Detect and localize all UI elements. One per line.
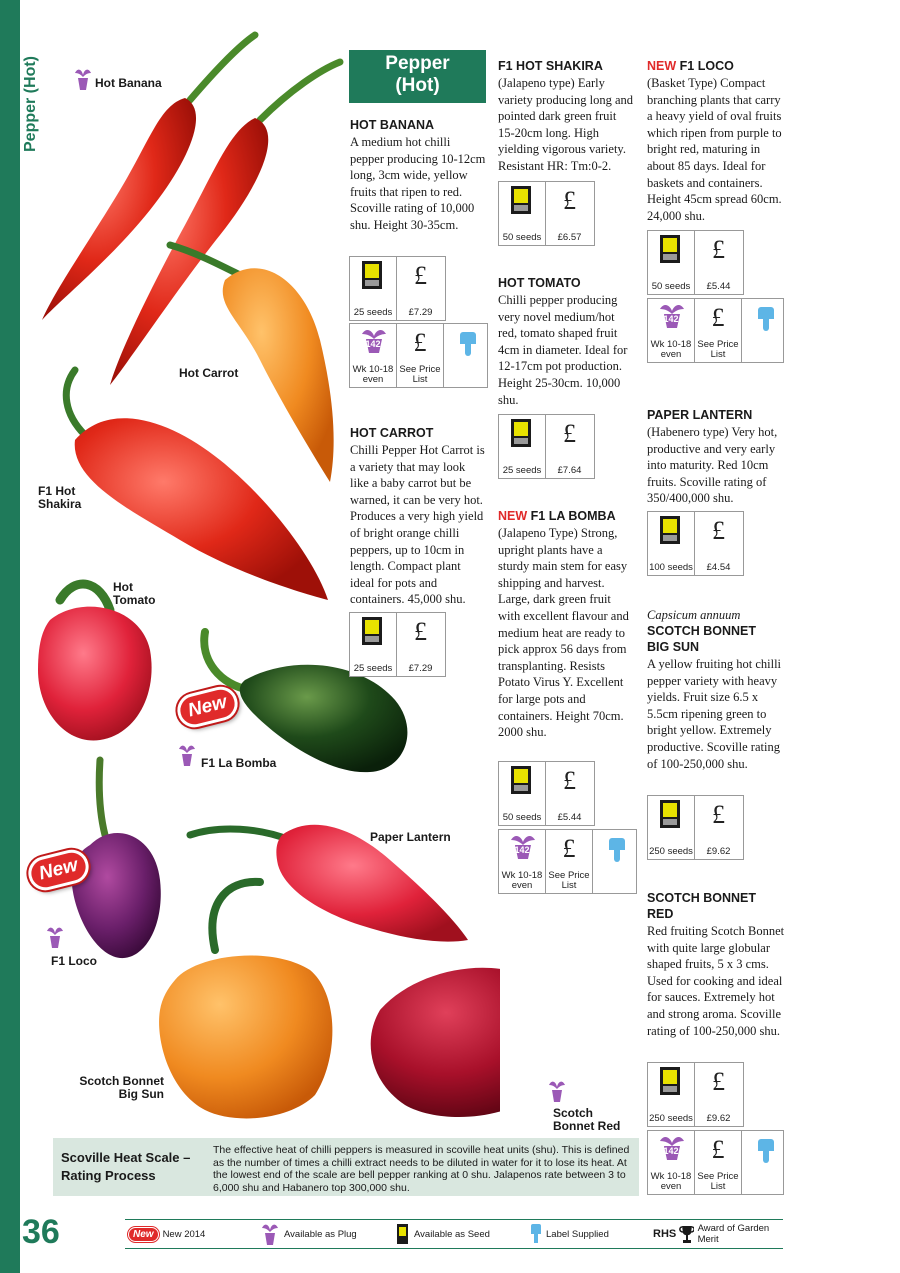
price-cell: £ See Price List [695,299,742,362]
price-cell: £ £5.44 [706,235,731,292]
seed-packet-icon [511,766,531,794]
seed-price-box [498,414,595,479]
label-tag-icon [758,307,774,331]
entry-f1-loco [647,58,787,224]
seed-price-box [647,795,744,860]
legend-label: Label Supplied [531,1220,609,1248]
entry-title: HOT TOMATO [498,276,581,290]
price-cell: £ £4.54 [706,516,731,573]
legend-award: RHS Award of Garden Merit [653,1223,770,1245]
caption-hot-carrot: Hot Carrot [179,366,239,380]
entry-hot-tomato [498,275,636,408]
caption-paper-lantern: Paper Lantern [370,830,451,844]
entry-body: (Jalapeno Type) Strong, upright plants have a sturdy main stem for easy shipping and harvest. Large, dark green fruit with excellent flavour and medium heat are ready to pick approx 56 days from transplanting. Resists Potato Virus Y. Excellent for large pots and containers. Height 70cm. 2000 shu. [498,526,629,740]
plug-price-box [647,298,784,363]
entry-hot-banana [350,117,486,234]
seed-price-box [498,181,595,246]
label-tag-icon [531,1224,541,1244]
seed-packet-cell: 50 seeds [499,182,546,245]
rhs-logo: RHS [653,1228,677,1240]
seed-packet-cell: 50 seeds [648,231,695,294]
entry-title: NEW F1 LOCO [647,59,734,73]
legend-plug: Available as Plug [260,1220,357,1248]
scoville-info-box [53,1138,639,1196]
label-tag-icon [609,838,625,862]
hot-tomato-image [38,584,152,740]
entry-title: HOT BANANA [350,118,435,132]
entry-title: SCOTCH BONNET RED [647,891,757,921]
caption-scotch-bonnet-red: Scotch Bonnet Red [553,1106,621,1133]
label-cell [742,1131,781,1194]
entry-scotch-bonnet-big-sun [647,607,787,772]
price-cell: £ £7.29 [408,617,433,674]
caption-f1-la-bomba: F1 La Bomba [201,756,277,770]
seed-price-box [498,761,595,826]
plug-cell: 142 Wk 10-18 even [648,1131,695,1194]
caption-scotch-bonnet-big-sun: Scotch Bonnet Big Sun [79,1074,164,1101]
price-cell: £ £9.62 [706,1067,731,1124]
entry-title: NEW F1 LA BOMBA [498,509,616,523]
seed-packet-icon [660,235,680,263]
legend-new: New New 2014 [128,1220,205,1248]
legend-seed: Available as Seed [397,1220,490,1248]
plug-icon [547,1079,567,1103]
entry-body: Red fruiting Scotch Bonnet with quite large globular shaped fruits, 5 x 3 cms. Used for cooking and ideal for sauces. Extremely hot and strong aroma. Scoville rating of 100-250,000 shu. [647,924,785,1038]
plug-icon [45,925,65,949]
plug-cell: 142 Wk 10-18 even [648,299,695,362]
seed-packet-icon [660,516,680,544]
entry-body: Chilli pepper producing very novel medium/hot red, tomato shaped fruit 4cm in diameter. Ideal for 12-17cm pot production. Height 25-30cm. 10,000 shu. [498,293,628,407]
label-cell [444,324,485,387]
seed-packet-cell: 25 seeds [350,257,397,320]
seed-packet-icon [362,617,382,645]
seed-packet-icon [511,419,531,447]
seed-price-box [647,1062,744,1127]
price-cell: £ £9.62 [706,800,731,857]
price-cell: £ See Price List [546,830,593,893]
entry-body: A medium hot chilli pepper producing 10-12cm long, 3cm wide, yellow fruits that ripen to red. Scoville rating of 10,000 shu. Height 30-35cm. [350,135,486,232]
entry-title: PAPER LANTERN [647,408,753,422]
seed-packet-icon [511,186,531,214]
entry-body: (Jalapeno type) Early variety producing long and pointed dark green fruit 15-20cm long. High yielding vigorous variety. Resistant HR: Tm:0-2. [498,76,634,173]
entry-body: (Basket Type) Compact branching plants that carry a heavy yield of oval fruits which ripen from purple to bright red, maturing in about 85 days. Ideal for baskets and containers. Height 45cm spread 60cm. 24,000 shu. [647,76,782,223]
plug-price-box [498,829,637,894]
entry-title: HOT CARROT [350,426,434,440]
legend-bar [125,1219,783,1249]
section-header: Pepper (Hot) [349,50,486,103]
plug-icon [73,67,93,91]
seed-price-box [349,256,446,321]
caption-f1-loco: F1 Loco [51,954,98,968]
seed-packet-cell: 250 seeds [648,1063,695,1126]
plug-cell: 142 Wk 10-18 even [350,324,397,387]
new-badge-la-bomba: New [174,683,241,731]
price-cell: £ £7.29 [408,261,433,318]
entry-hot-carrot [350,425,486,608]
seed-packet-cell: 100 seeds [648,512,695,575]
seed-packet-icon [660,800,680,828]
caption-f1-hot-shakira: F1 Hot Shakira [38,484,82,511]
plug-price-box [647,1130,784,1195]
caption-hot-banana: Hot Banana [95,76,162,90]
entry-title: F1 HOT SHAKIRA [498,59,603,73]
plug-icon [177,743,197,767]
entry-title: SCOTCH BONNET BIG SUN [647,624,757,654]
label-cell [593,830,634,893]
section-side-title: Pepper (Hot) [22,56,39,152]
scotch-bonnet-red-image [371,915,500,1117]
seed-price-box [647,511,744,576]
plug-icon [260,1222,280,1246]
plug-price-box [349,323,488,388]
entry-scotch-bonnet-red [647,890,787,1039]
plug-cell: 142 Wk 10-18 even [499,830,546,893]
entry-f1-la-bomba [498,508,636,741]
latin-name: Capsicum annuum [647,608,741,622]
price-cell: £ See Price List [397,324,444,387]
seed-packet-icon [660,1067,680,1095]
seed-packet-cell: 25 seeds [499,415,546,478]
price-cell: £ £6.57 [557,186,582,243]
new-badge-loco: New [25,846,92,894]
seed-price-box [647,230,744,295]
label-tag-icon [460,332,476,356]
side-bar [0,0,20,1273]
seed-packet-icon [397,1224,408,1244]
entry-body: A yellow fruiting hot chilli pepper variety with heavy yields. Fruit size 6.5 x 5.5cm ripening green to bright yellow. Extremely productive. Scoville rating of 100-250,000 shu. [647,657,782,771]
new-badge-icon: New [128,1227,159,1242]
scoville-text: The effective heat of chilli peppers is measured in scoville heat units (shu). This is defined as the number of times a chilli extract needs to be diluted in water for it to lose its heat. At the lowest end of the scale are bell pepper ranking at 0 shu. Jalapenos rate between 3 to 6,000 shu and Habanero top 300,000 shu. [213,1144,630,1194]
price-cell: £ £5.44 [557,766,582,823]
caption-hot-tomato: Hot Tomato [113,580,156,607]
seed-packet-cell: 25 seeds [350,613,397,676]
page-number: 36 [22,1213,60,1251]
entry-body: Chilli Pepper Hot Carrot is a variety that may look like a baby carrot but be warned, it can be very hot. Produces a very high yield of bright orange chilli peppers, up to 10cm in length. Compact plant ideal for pots and containers. 45,000 shu. [350,443,485,607]
price-cell: £ £7.64 [557,419,582,476]
entry-body: (Habenero type) Very hot, productive and very early into maturity. Red 10cm fruits. Scoville rating of 350/400,000 shu. [647,425,778,506]
entry-f1-hot-shakira [498,58,636,175]
trophy-icon [679,1224,693,1244]
entry-paper-lantern [647,407,787,507]
seed-packet-icon [362,261,382,289]
price-cell: £ See Price List [695,1131,742,1194]
seed-packet-cell: 250 seeds [648,796,695,859]
label-cell [742,299,781,362]
seed-price-box [349,612,446,677]
label-tag-icon [758,1139,774,1163]
scoville-title: Scoville Heat Scale – Rating Process [61,1150,191,1183]
scotch-bonnet-big-sun-image [159,882,332,1119]
seed-packet-cell: 50 seeds [499,762,546,825]
